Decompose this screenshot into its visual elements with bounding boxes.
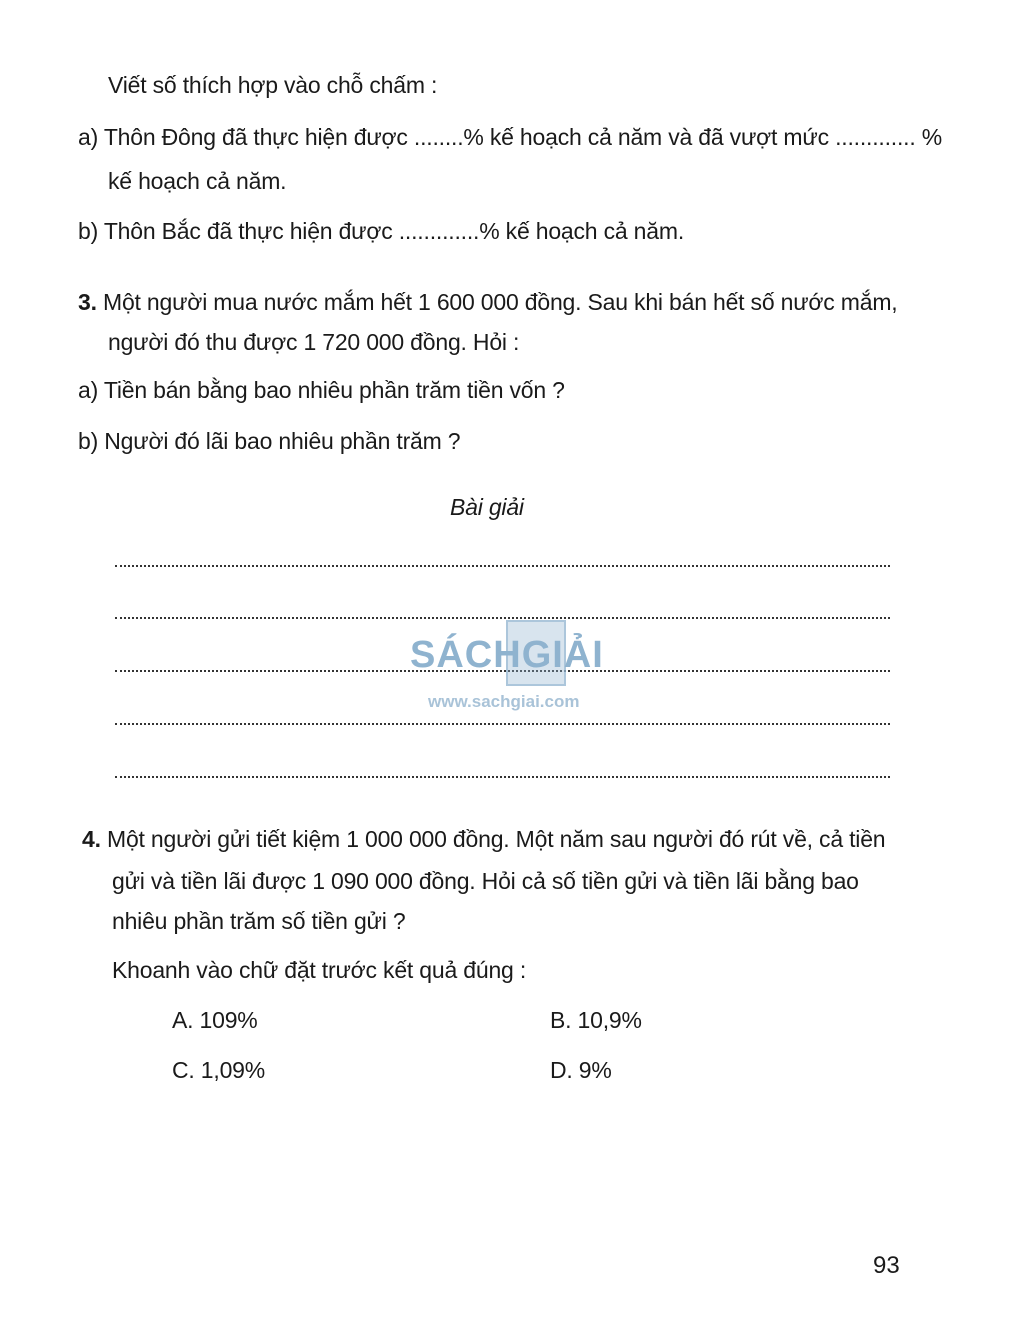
watermark-text-left: SÁCH: [410, 634, 522, 676]
solution-title: Bài giải: [450, 494, 524, 520]
q4-text-line1: Một người gửi tiết kiệm 1 000 000 đồng. Một năm sau người đó rút về, cả tiền: [107, 826, 886, 852]
q4-option-a[interactable]: A. 109%: [172, 1007, 258, 1033]
q3-text-line1: Một người mua nước mắm hết 1 600 000 đồng. Sau khi bán hết số nước mắm,: [103, 289, 898, 315]
q4-line3: nhiêu phần trăm số tiền gửi ?: [112, 908, 406, 934]
q3-number: 3.: [78, 289, 97, 315]
q4-line2: gửi và tiền lãi được 1 090 000 đồng. Hỏi cả số tiền gửi và tiền lãi bằng bao: [112, 868, 859, 894]
q4-instruction: Khoanh vào chữ đặt trước kết quả đúng :: [112, 957, 527, 983]
watermark-text-box: G: [521, 634, 553, 676]
answer-line: [115, 776, 890, 778]
answer-line: [115, 617, 890, 619]
q4-option-b[interactable]: B. 10,9%: [550, 1007, 642, 1033]
q4-option-d[interactable]: D. 9%: [550, 1057, 612, 1083]
page-number: 93: [873, 1252, 900, 1279]
q2-part-a-line2: kế hoạch cả năm.: [108, 168, 287, 194]
q3-part-b: b) Người đó lãi bao nhiêu phần trăm ?: [78, 428, 461, 454]
watermark-logo: [410, 620, 630, 720]
q3-line1: [78, 289, 897, 316]
watermark-text: [410, 634, 604, 677]
q3-part-a: a) Tiền bán bằng bao nhiêu phần trăm tiền vốn ?: [78, 377, 565, 403]
answer-line: [115, 565, 890, 567]
q4-line1: [82, 826, 885, 853]
watermark-url: www.sachgiai.com: [428, 692, 580, 711]
watermark-text-right: IẢI: [552, 634, 604, 676]
answer-line: [115, 723, 890, 725]
q4-number: 4.: [82, 826, 101, 852]
q3-line2: người đó thu được 1 720 000 đồng. Hỏi :: [108, 329, 520, 355]
q2-instruction: Viết số thích hợp vào chỗ chấm :: [108, 72, 438, 98]
q2-part-b: b) Thôn Bắc đã thực hiện được .............% kế hoạch cả năm.: [78, 218, 685, 244]
q2-part-a-line1: a) Thôn Đông đã thực hiện được ........% kế hoạch cả năm và đã vượt mức ............. %: [78, 124, 942, 150]
q4-option-c[interactable]: C. 1,09%: [172, 1057, 266, 1083]
